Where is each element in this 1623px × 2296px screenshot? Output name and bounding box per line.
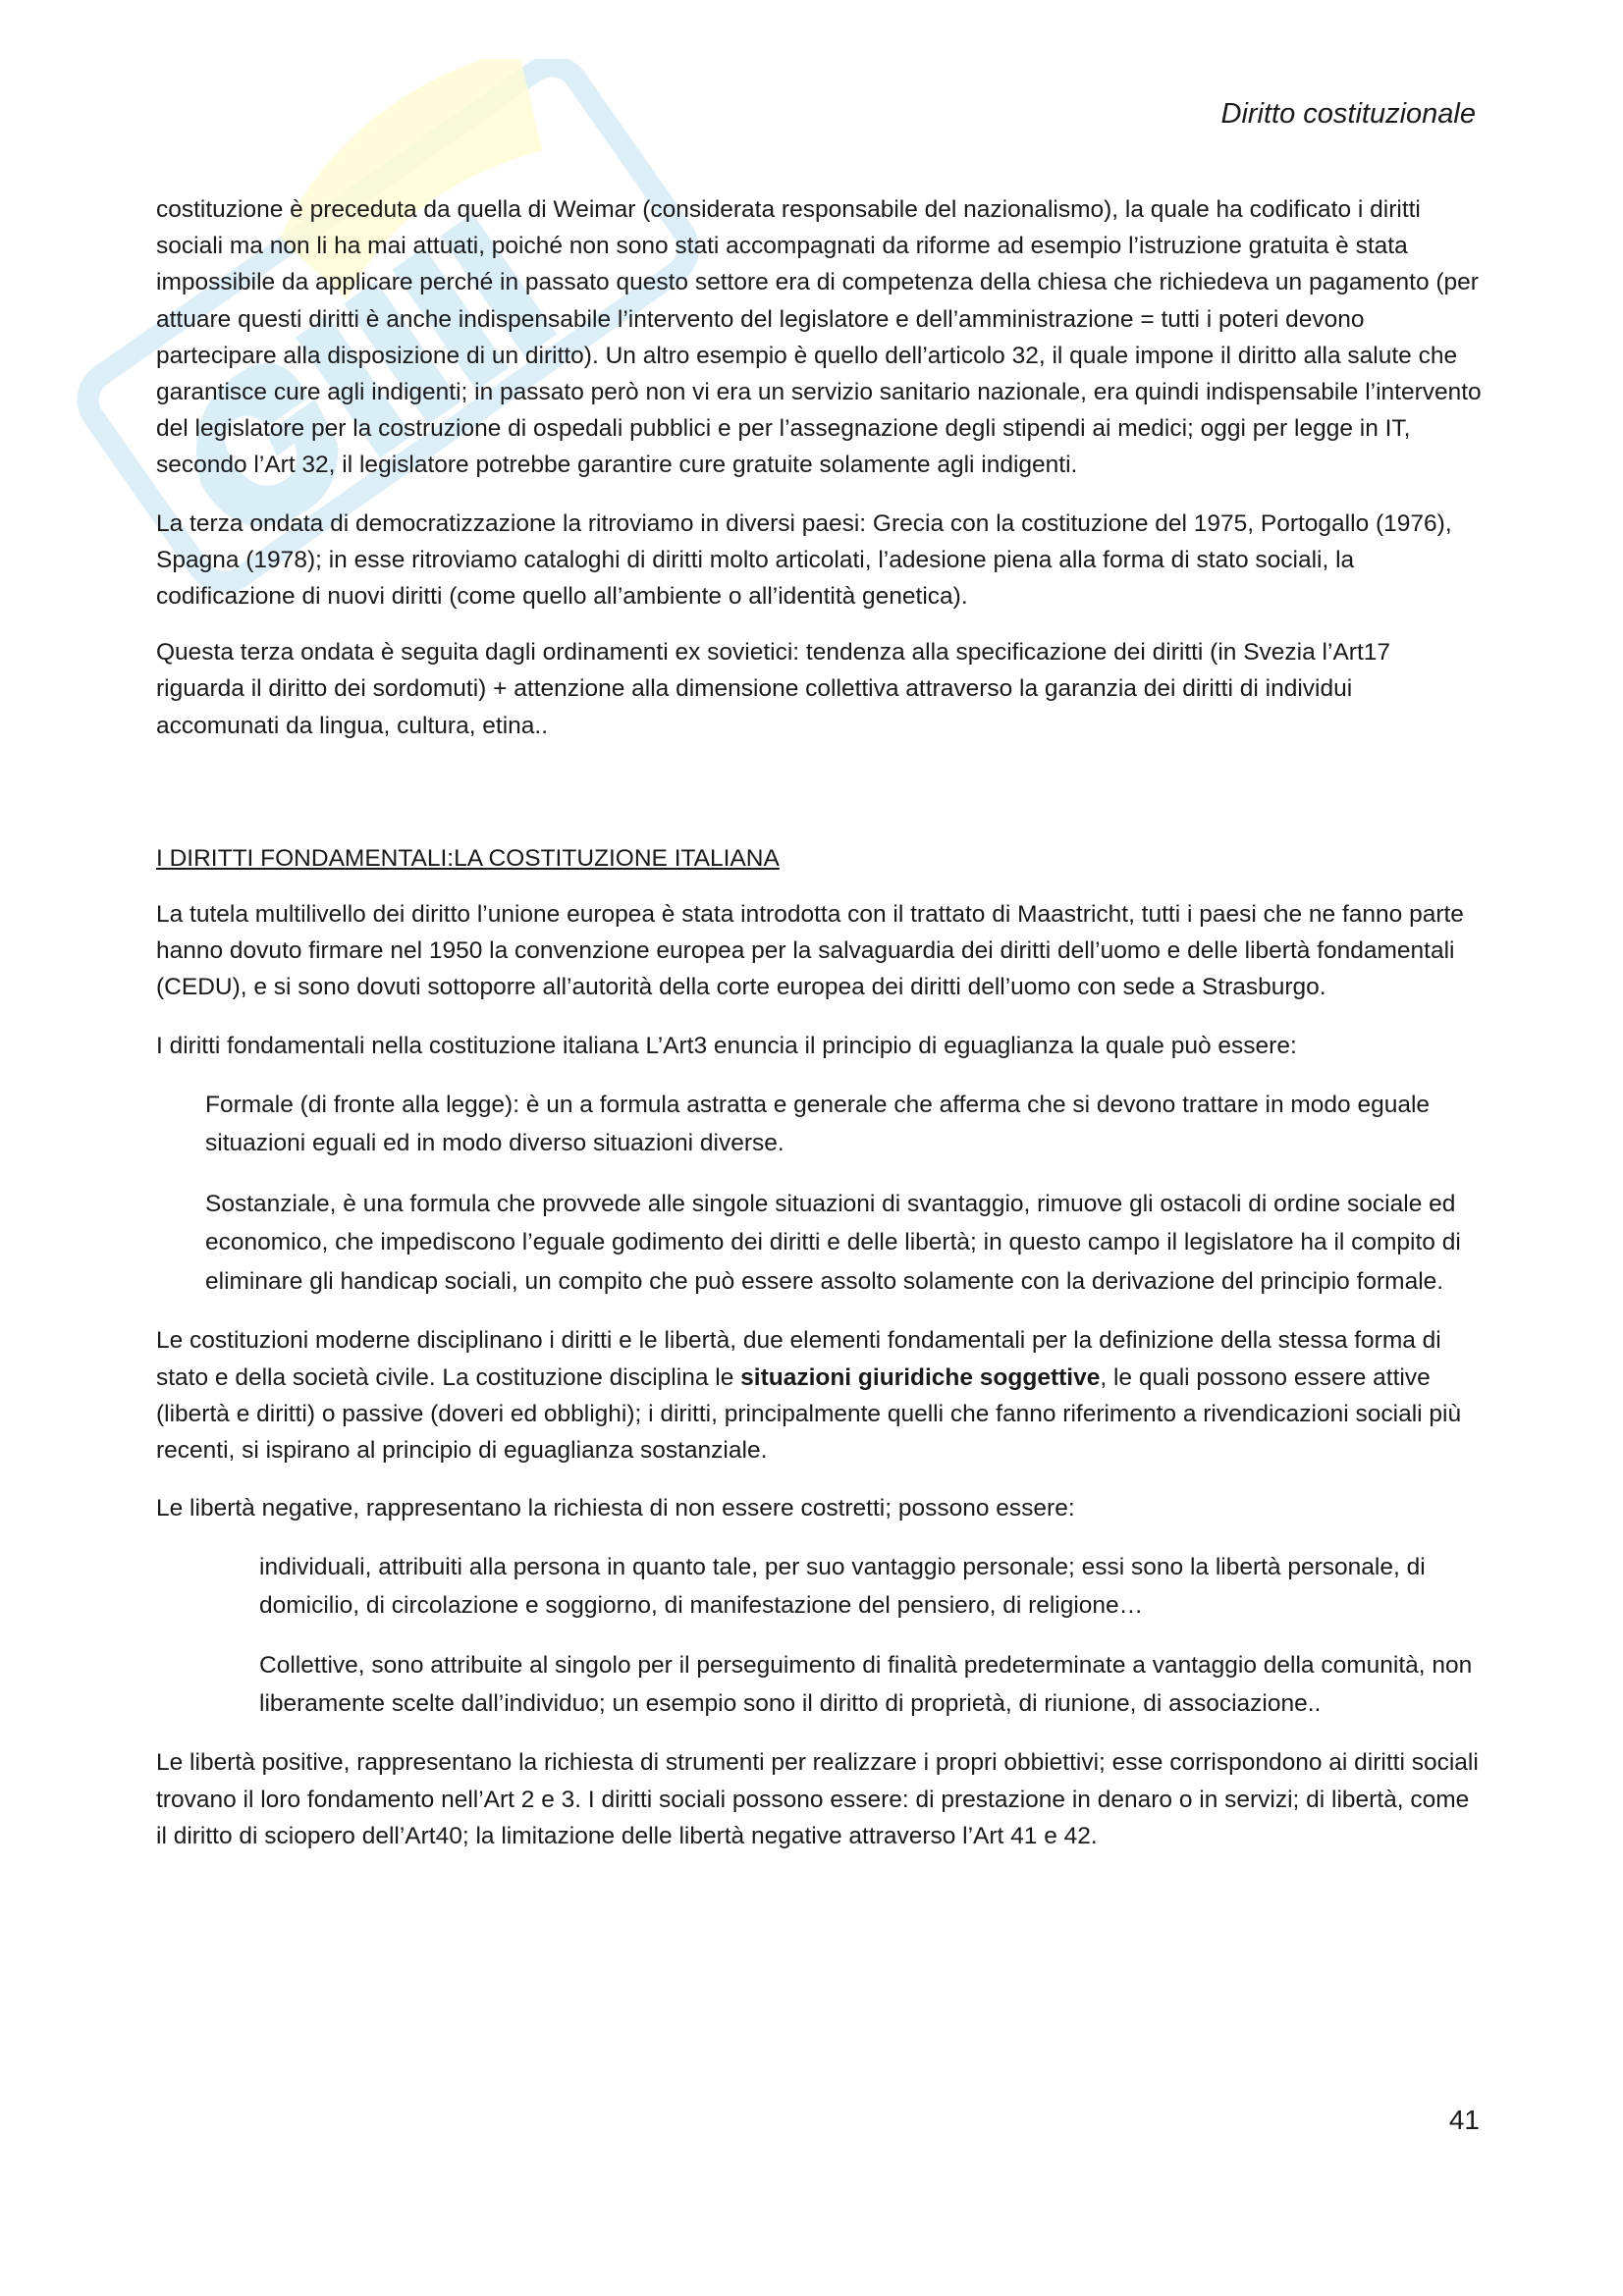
text-segment: Le costituzioni moderne disciplinano i diritti e le libertà, due elementi fondamentali per la definizione della stessa forma di stato e della società civile. La costituzione disciplina le xyxy=(156,1327,1441,1391)
text-segment: , le quali possono essere attive (libertà e diritti) o passive (doveri ed obblighi); i diritti, principalmente quelli che fanno riferimento a rivendicazioni sociali più recenti, si ispirano al principio di eguaglianza sostanziale. xyxy=(156,1363,1462,1464)
paragraph-liberta-negative: Le libertà negative, rappresentano la richiesta di non essere costretti; possono essere: xyxy=(156,1495,1075,1522)
body-text xyxy=(156,191,1482,1854)
paragraph-liberta-positive: Le libertà positive, rappresentano la richiesta di strumenti per realizzare i propri obbiettivi; esse corrispondono ai diritti sociali trovano il loro fondamento nell’Art 2 e 3. I diritti sociali possono essere: di prestazione in denaro o in servizi; di libertà, come il diritto di sciopero dell’Art40; la limitazione delle libertà negative attraverso l’Art 41 e 42. xyxy=(156,1749,1479,1849)
paragraph-diritti-fondamentali: I diritti fondamentali nella costituzione italiana L’Art3 enuncia il principio di eguaglianza la quale può essere: xyxy=(156,1032,1297,1059)
paragraph-formale: Formale (di fronte alla legge): è un a formula astratta e generale che afferma che si devono trattare in modo eguale situazioni eguali ed in modo diverso situazioni diverse. xyxy=(205,1091,1431,1157)
paragraph-sostanziale: Sostanziale, è una formula che provvede alle singole situazioni di svantaggio, rimuove gli ostacoli di ordine sociale ed economico, che impediscono l’eguale godimento dei diritti e delle libertà; in questo campo il legislatore ha il compito di eliminare gli handicap sociali, un compito che può essere assolto solamente con la derivazione del principio formale. xyxy=(205,1190,1461,1295)
running-header-title: Diritto costituzionale xyxy=(1220,98,1476,130)
paragraph-terza-ondata: La terza ondata di democratizzazione la ritroviamo in diversi paesi: Grecia con la costituzione del 1975, Portogallo (1976), Spagna (1978); in esse ritroviamo cataloghi di diritti molto articolati, l’adesione piena alla forma di stato sociali, la codificazione di nuovi diritti (come quello all’ambiente o all’identità genetica). xyxy=(156,509,1452,611)
paragraph-costituzioni-moderne xyxy=(156,1322,1482,1468)
page-number: 41 xyxy=(1448,2105,1480,2135)
section-heading: I DIRITTI FONDAMENTALI:LA COSTITUZIONE ITALIANA xyxy=(156,844,780,872)
bold-term: situazioni giuridiche soggettive xyxy=(740,1363,1101,1391)
paragraph-weimar: costituzione è preceduta da quella di Weimar (considerata responsabile del nazionalismo), la quale ha codificato i diritti sociali ma non li ha mai attuati, poiché non sono stati accompagnati da riforme ad esempio l’istruzione gratuita è stata impossibile da applicare perché in passato questo settore era di competenza della chiesa che richiedeva un pagamento (per attuare questi diritti è anche indispensabile l’intervento del legislatore e dell’amministrazione = tutti i poteri devono partecipare alla disposizione di un diritto). Un altro esempio è quello dell’articolo 32, il quale impone il diritto alla salute che garantisce cure agli indigenti; in passato però non vi era un servizio sanitario nazionale, era quindi indispensabile l’intervento del legislatore per la costruzione di ospedali pubblici e per l’assegnazione degli stipendi ai medici; oggi per legge in IT, secondo l’Art 32, il legislatore potrebbe garantire cure gratuite solamente agli indigenti. xyxy=(156,196,1482,479)
paragraph-ex-sovietici: Questa terza ondata è seguita dagli ordinamenti ex sovietici: tendenza alla specificazione dei diritti (in Svezia l’Art17 riguarda il diritto dei sordomuti) + attenzione alla dimensione collettiva attraverso la garanzia dei diritti di individui accomunati da lingua, cultura, etina.. xyxy=(156,639,1391,739)
paragraph-collettive: Collettive, sono attribuite al singolo per il perseguimento di finalità predeterminate a vantaggio della comunità, non liberamente scelte dall’individuo; un esempio sono il diritto di proprietà, di riunione, di associazione.. xyxy=(259,1652,1473,1718)
paragraph-tutela-multilivello: La tutela multilivello dei diritto l’unione europea è stata introdotta con il trattato di Maastricht, tutti i paesi che ne fanno parte hanno dovuto firmare nel 1950 la convenzione europea per la salvaguardia dei diritti dell’uomo e delle libertà fondamentali (CEDU), e si sono dovuti sottoporre all’autorità della corte europea dei diritti dell’uomo con sede a Strasburgo. xyxy=(156,901,1464,1001)
paragraph-individuali: individuali, attribuiti alla persona in quanto tale, per suo vantaggio personale; essi sono la libertà personale, di domicilio, di circolazione e soggiorno, di manifestazione del pensiero, di religione… xyxy=(259,1554,1426,1620)
